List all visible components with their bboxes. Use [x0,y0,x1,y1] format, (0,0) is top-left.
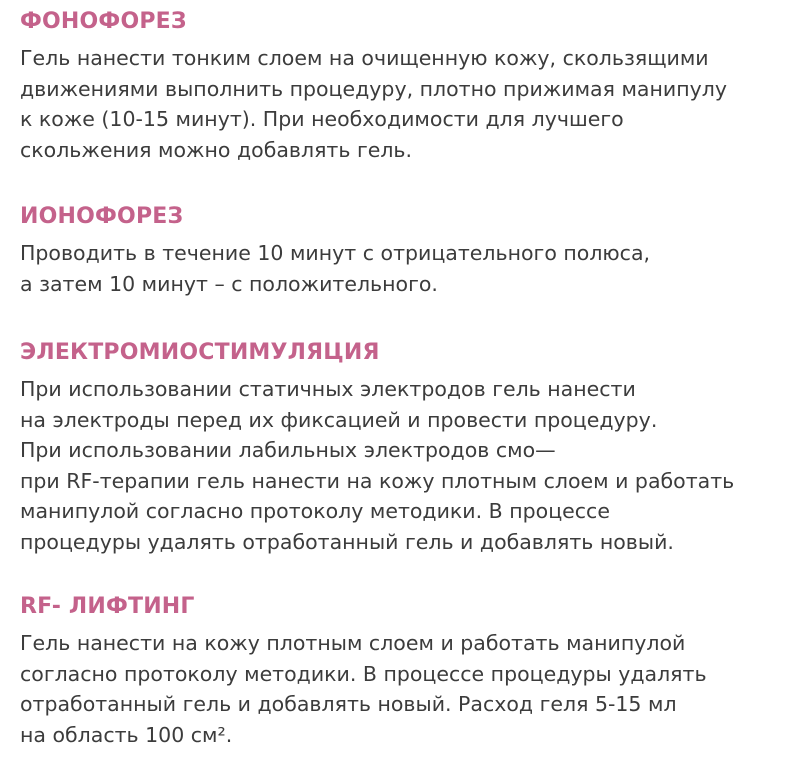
text-line: к коже (10-15 минут). При необходимости для лучшего [20,107,624,131]
text-line: При использовании статичных электродов гель нанести [20,377,636,401]
section-heading: RF- ЛИФТИНГ [20,594,195,619]
section-heading: ЭЛЕКТРОМИОСТИМУЛЯЦИЯ [20,340,380,365]
section-heading: ИОНОФОРЕЗ [20,204,184,229]
text-line: согласно протоколу методики. В процессе процедуры удалять [20,661,707,686]
section-rf-lifting [20,594,796,750]
text-line: отработанный гель и добавлять новый. Расход геля 5-15 мл [20,692,677,716]
text-line: движениями выполнить процедуру, плотно прижимая манипулу [20,76,727,101]
text-line: Гель нанести на кожу плотным слоем и работать манипулой [20,631,686,655]
text-line: скольжения можно добавлять гель. [20,137,413,162]
section-electromyostimulation [20,340,796,557]
section-body [20,628,796,750]
text-line: При использовании лабильных электродов смо— [20,438,556,462]
text-line: при RF-терапии гель нанести на кожу плотным слоем и работать [20,468,735,493]
text-line: манипулой согласно протоколу методики. В процессе [20,499,610,523]
text-line: Проводить в течение 10 минут с отрицательного полюса, [20,241,651,265]
text-line: на электроды перед их фиксацией и провести процедуру. [20,407,658,432]
section-body [20,238,796,299]
section-heading: ФОНОФОРЕЗ [20,9,187,34]
text-line: а затем 10 минут – с положительного. [20,271,438,296]
section-body [20,374,796,557]
section-phonophoresis [20,9,796,165]
section-body [20,43,796,165]
text-line: Гель нанести тонким слоем на очищенную кожу, скользящими [20,46,709,70]
text-line: процедуры удалять отработанный гель и добавлять новый. [20,529,674,554]
section-iontophoresis [20,204,796,299]
text-line: на область 100 см². [20,722,233,747]
